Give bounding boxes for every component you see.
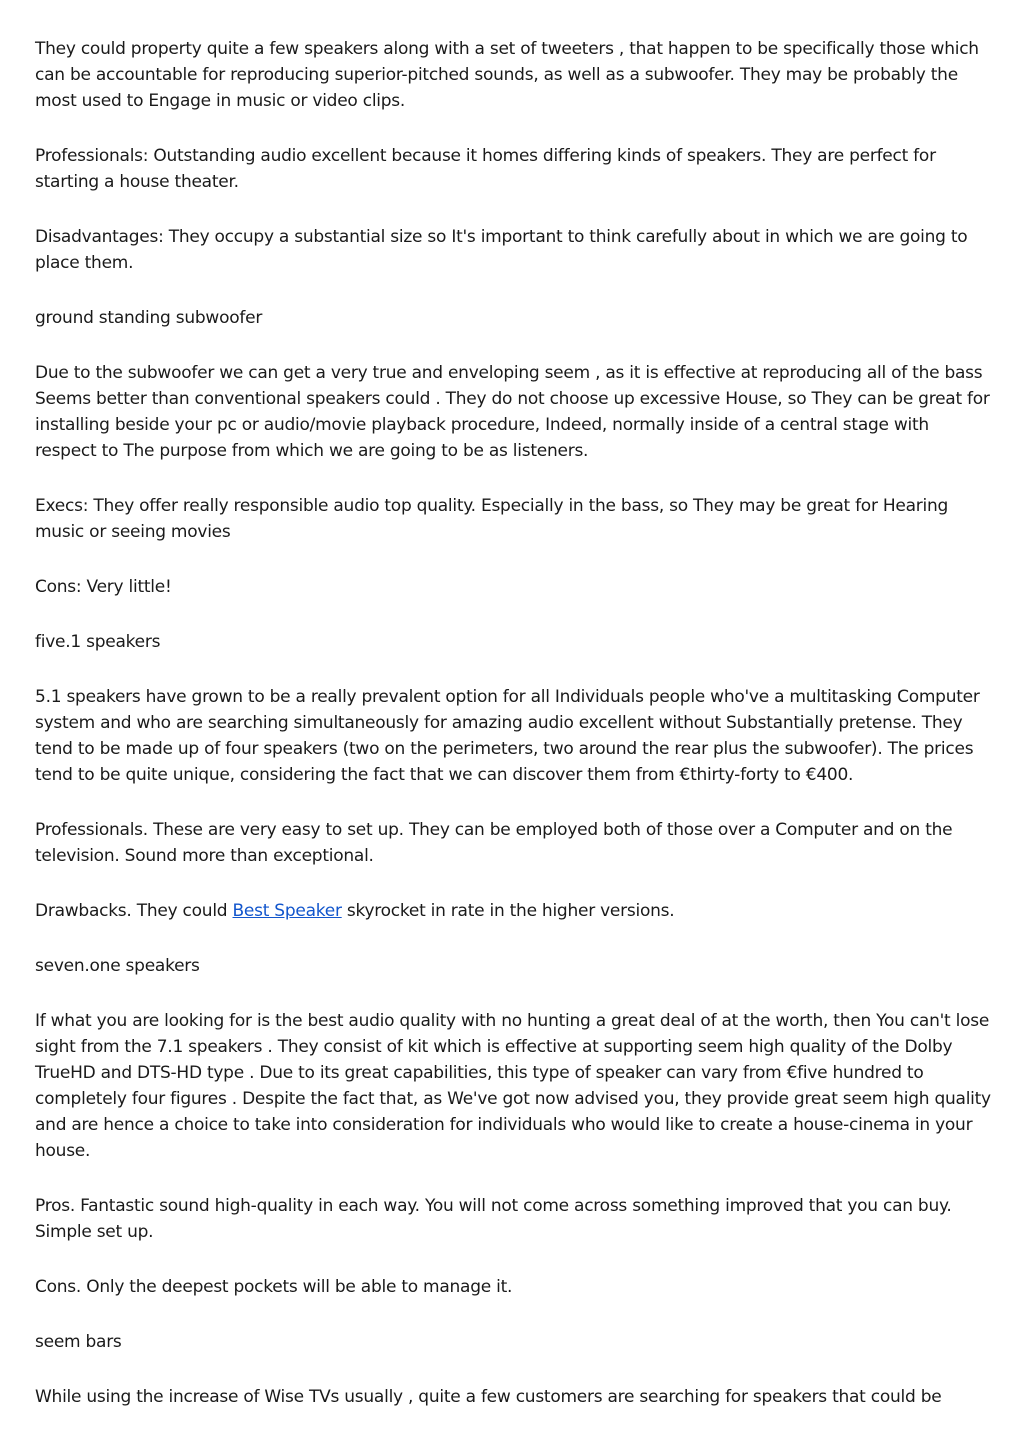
heading-seven-one: seven.one speakers xyxy=(35,956,200,976)
drawbacks-text-before: Drawbacks. They could xyxy=(35,901,233,921)
paragraph-subwoofer: Due to the subwoofer we can get a very true and enveloping seem , as it is effective at reproducing all of the bass Seems better than conventional speakers could . They do not choose up excessive House, so They can be great for installing beside your pc or audio/movie playback procedure, Indeed, normally inside of a central stage with respect to The purpose from which we are going to be as listeners. xyxy=(35,363,990,461)
paragraph-five-one: 5.1 speakers have grown to be a really prevalent option for all Individuals people who've a multitasking Computer system and who are searching simultaneously for amazing audio excellent without Substantially pretense. They tend to be made up of four speakers (two on the perimeters, two around the rear plus the subwoofer). The prices tend to be quite unique, considering the fact that we can discover them from €thirty-forty to €400. xyxy=(35,687,980,785)
paragraph-intro: They could property quite a few speakers along with a set of tweeters , that happen to be specifically those which can be accountable for reproducing superior-pitched sounds, as well as a subwoofer. They may be probably the most used to Engage in music or video clips. xyxy=(35,39,979,111)
best-speaker-link[interactable]: Best Speaker xyxy=(232,901,342,921)
paragraph-drawbacks xyxy=(35,898,995,924)
paragraph-seven-one: If what you are looking for is the best audio quality with no hunting a great deal of at the worth, then You can't lose sight from the 7.1 speakers . They consist of kit which is effective at supporting seem high quality of the Dolby TrueHD and DTS-HD type . Due to its great capabilities, this type of speaker can vary from €five hundred to completely four figures . Despite the fact that, as We've got now advised you, they provide great seem high quality and are hence a choice to take into consideration for individuals who would like to create a house-cinema in your house. xyxy=(35,1011,991,1161)
document-body xyxy=(35,36,995,1439)
heading-five-one: five.1 speakers xyxy=(35,632,161,652)
paragraph-pros-seven-one: Pros. Fantastic sound high-quality in each way. You will not come across something improved that you can buy. Simple set up. xyxy=(35,1196,952,1242)
paragraph-execs: Execs: They offer really responsible audio top quality. Especially in the bass, so They may be great for Hearing music or seeing movies xyxy=(35,496,949,542)
paragraph-disadvantages: Disadvantages: They occupy a substantial size so It's important to think carefully about in which we are going to place them. xyxy=(35,227,968,273)
paragraph-pros-home-theater: Professionals: Outstanding audio excellent because it homes differing kinds of speakers. They are perfect for starting a house theater. xyxy=(35,146,936,192)
paragraph-smart-tvs: While using the increase of Wise TVs usually , quite a few customers are searching for speakers that could be xyxy=(35,1387,942,1407)
drawbacks-text-after: skyrocket in rate in the higher versions. xyxy=(341,901,675,921)
paragraph-cons-seven-one: Cons. Only the deepest pockets will be able to manage it. xyxy=(35,1277,513,1297)
paragraph-pros-five-one: Professionals. These are very easy to set up. They can be employed both of those over a Computer and on the television. Sound more than exceptional. xyxy=(35,820,953,866)
heading-floor-subwoofer: ground standing subwoofer xyxy=(35,308,263,328)
paragraph-cons-little: Cons: Very little! xyxy=(35,577,172,597)
heading-sound-bars: seem bars xyxy=(35,1332,122,1352)
